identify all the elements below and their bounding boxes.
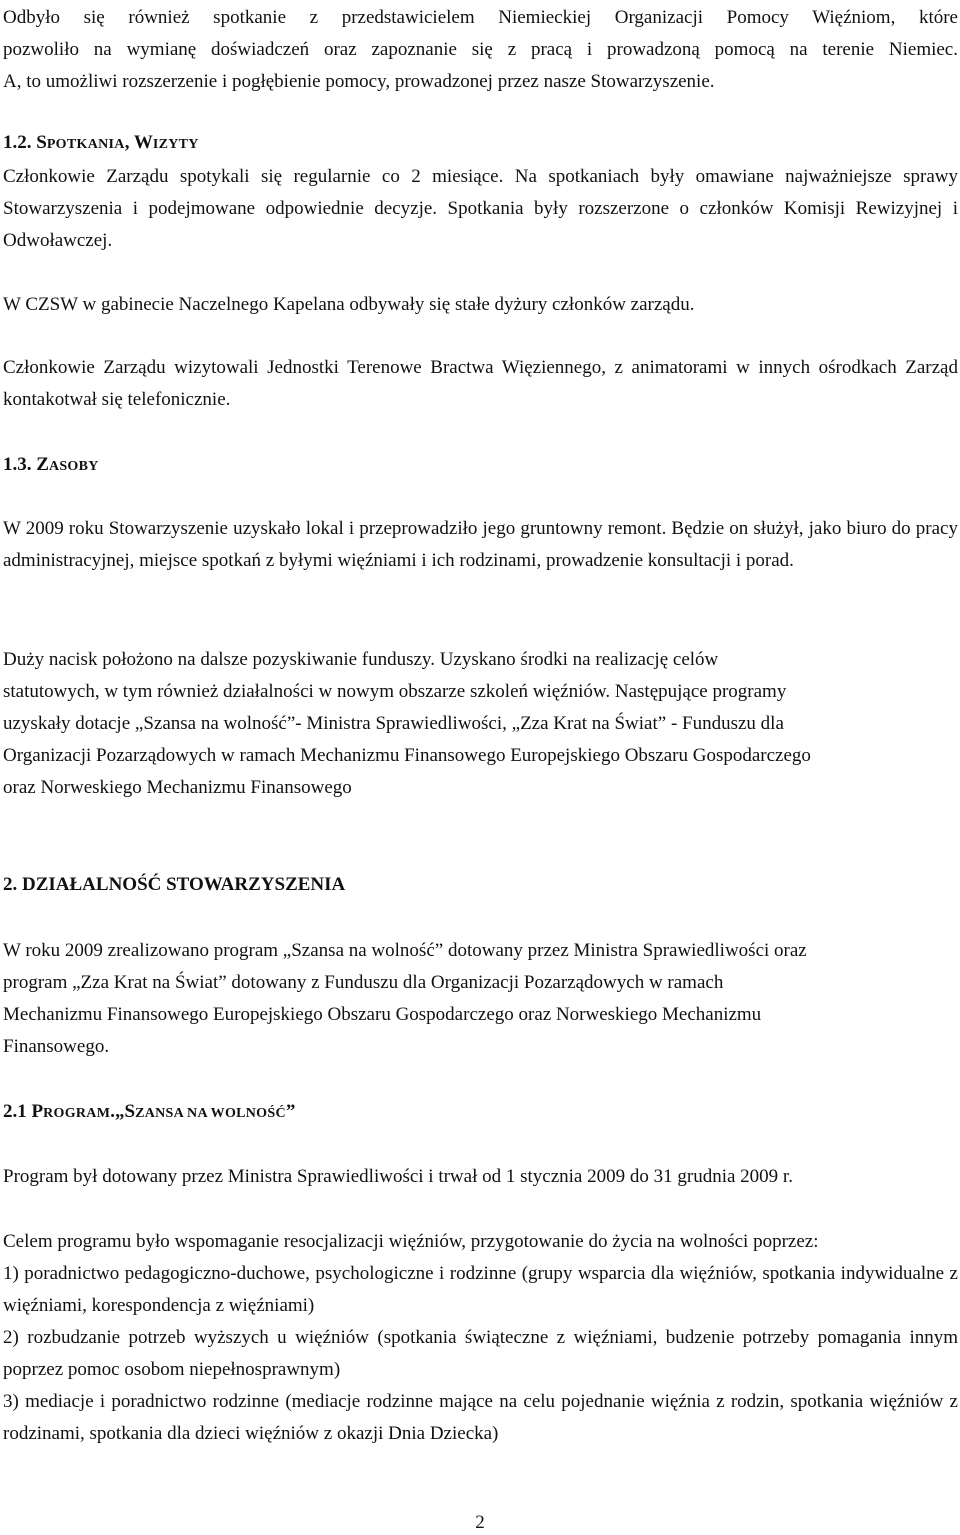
section-1-2-paragraph-1: Członkowie Zarządu spotykali się regularnie co 2 miesiące. Na spotkaniach były omawiane najważniejsze sprawy Stowarzyszenia i podejmowane odpowiednie decyzje. Spotkania były rozszerzone o członków Komisji Rewizyjnej i Odwoławczej.: [3, 166, 958, 251]
section-2-paragraph-line-1: W roku 2009 zrealizowano program „Szansa na wolność” dotowany przez Ministra Sprawiedliwości oraz: [3, 940, 807, 961]
section-1-3-heading: 1.3. ZASOBY: [3, 454, 99, 475]
section-2-heading: 2. DZIAŁALNOŚĆ STOWARZYSZENIA: [3, 874, 346, 895]
section-1-2-heading: 1.2. SPOTKANIA, WIZYTY: [3, 132, 199, 153]
section-2-1-paragraph-1: Program był dotowany przez Ministra Sprawiedliwości i trwał od 1 stycznia 2009 do 31 grudnia 2009 r.: [3, 1166, 793, 1187]
section-2-1-list-item-3: 3) mediacje i poradnictwo rodzinne (mediacje rodzinne mające na celu pojednanie więźnia z rodzin, spotkania więźniów z rodzinami, spotkania dla dzieci więźniów z okazji Dnia Dziecka): [3, 1391, 958, 1444]
section-1-3-paragraph-2-line-5: oraz Norweskiego Mechanizmu Finansowego: [3, 777, 352, 798]
section-2-1-list-item-1: 1) poradnictwo pedagogiczno-duchowe, psychologiczne i rodzinne (grupy wsparcia dla więźniów, spotkania indywidualne z więźniami, korespondencja z więźniami): [3, 1263, 958, 1316]
intro-line-3: A, to umożliwi rozszerzenie i pogłębienie pomocy, prowadzonej przez nasze Stowarzyszenie.: [3, 71, 715, 92]
intro-line-1: Odbyło się również spotkanie z przedstawicielem Niemieckiej Organizacji Pomocy Więźniom, które: [3, 7, 958, 28]
section-1-3-paragraph-1: W 2009 roku Stowarzyszenie uzyskało lokal i przeprowadziło jego gruntowny remont. Będzie on służył, jako biuro do pracy administracyjnej, miejsce spotkań z byłymi więźniami i ich rodzinami, prowadzenie konsultacji i porad.: [3, 518, 958, 571]
section-2-1-paragraph-2-intro: Celem programu było wspomaganie resocjalizacji więźniów, przygotowanie do życia na wolności poprzez:: [3, 1231, 819, 1252]
section-2-paragraph-line-4: Finansowego.: [3, 1036, 110, 1057]
intro-line-2: pozwoliło na wymianę doświadczeń oraz zapoznanie się z pracą i prowadzoną pomocą na terenie Niemiec.: [3, 39, 958, 60]
section-1-3-paragraph-2-line-4: Organizacji Pozarządowych w ramach Mechanizmu Finansowego Europejskiego Obszaru Gospodarczego: [3, 745, 811, 766]
section-1-2-paragraph-2: W CZSW w gabinecie Naczelnego Kapelana odbywały się stałe dyżury członków zarządu.: [3, 294, 695, 315]
section-2-paragraph-line-2: program „Zza Krat na Świat” dotowany z Funduszu dla Organizacji Pozarządowych w ramach: [3, 972, 724, 993]
section-2-paragraph-line-3: Mechanizmu Finansowego Europejskiego Obszaru Gospodarczego oraz Norweskiego Mechanizmu: [3, 1004, 762, 1025]
section-number: 1.3.: [3, 454, 37, 475]
page-number: 2: [475, 1512, 485, 1533]
section-2-1-heading: 2.1 PROGRAM.„SZANSA NA WOLNOŚĆ”: [3, 1101, 296, 1122]
section-2-1-list-item-2: 2) rozbudzanie potrzeb wyższych u więźniów (spotkania świąteczne z więźniami, budzenie potrzeby pomagania innym poprzez pomoc osobom niepełnosprawnym): [3, 1327, 958, 1380]
section-number: 2.1: [3, 1101, 32, 1122]
section-1-3-paragraph-2-line-3: uzyskały dotacje „Szansa na wolność”- Ministra Sprawiedliwości, „Zza Krat na Świat” - Funduszu dla: [3, 713, 784, 734]
section-1-3-paragraph-2-line-1: Duży nacisk położono na dalsze pozyskiwanie funduszy. Uzyskano środki na realizację celów: [3, 649, 719, 670]
section-number: 1.2.: [3, 132, 37, 153]
section-1-3-paragraph-2-line-2: statutowych, w tym również działalności w nowym obszarze szkoleń więźniów. Następujące programy: [3, 681, 787, 702]
section-1-2-paragraph-3: Członkowie Zarządu wizytowali Jednostki Terenowe Bractwa Więziennego, z animatorami w innych ośrodkach Zarząd kontakotwał się telefonicznie.: [3, 357, 958, 410]
